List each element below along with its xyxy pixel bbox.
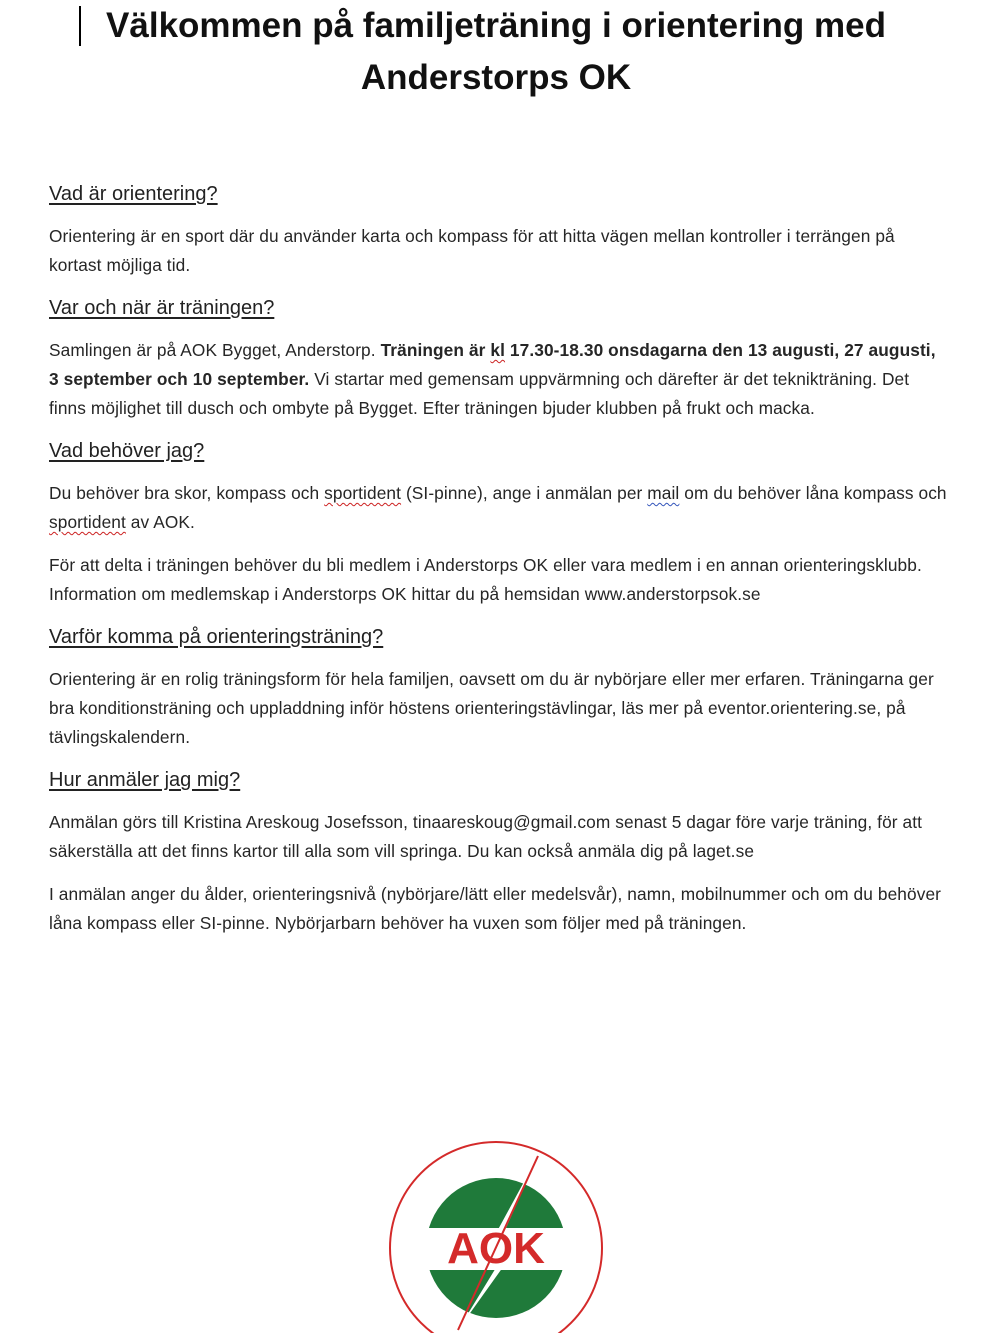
paragraph-need-1: [49, 479, 949, 537]
paragraph-why: Orientering är en rolig träningsform för hela familjen, oavsett om du är nybörjare eller mer erfaren. Träningarna ger bra konditionsträning och uppladdning inför höstens orienteringstävlingar, läs mer på eventor.orientering.se, på tävlingskalendern.: [49, 669, 934, 747]
need-text-a: Du behöver bra skor, kompass och: [49, 483, 325, 503]
where-text-pre: Samlingen är på AOK Bygget, Anderstorp.: [49, 340, 381, 360]
heading-why: Varför komma på orienteringsträning?: [49, 626, 384, 648]
where-text-post: Vi startar med gemensam uppvärmning och därefter är det teknikträning. Det finns möjlighet till dusch och ombyte på Bygget. Efter träningen bjuder klubben på frukt och macka.: [49, 369, 910, 418]
need-text-b: (SI-pinne), ange i anmälan per: [401, 483, 648, 503]
paragraph-signup-2: I anmälan anger du ålder, orienteringsnivå (nybörjare/lätt eller medelsvår), namn, mobilnummer och om du behöver låna kompass eller SI-pinne. Nybörjarbarn behöver ha vuxen som följer med på träningen.: [49, 884, 942, 933]
paragraph-need-2: För att delta i träningen behöver du bli medlem i Anderstorps OK eller vara medlem i en annan orienteringsklubb. Information om medlemskap i Anderstorps OK hittar du på hemsidan www.anderstorpsok.se: [49, 555, 922, 604]
need-text-d: av AOK.: [125, 512, 195, 532]
heading-what: Vad är orientering?: [49, 183, 218, 205]
page-title: [40, 0, 952, 104]
heading-where: Var och när är träningen?: [49, 297, 275, 319]
where-bold-b: 17.30-18.30 onsdagarna den 13 augusti, 27 augusti, 3 september och 10 september.: [49, 340, 936, 389]
logo-text: AOK: [447, 1224, 545, 1273]
document-body: [49, 180, 949, 952]
aok-logo: [388, 1138, 606, 1333]
heading-signup: Hur anmäler jag mig?: [49, 769, 241, 791]
spell-mail: mail: [647, 483, 680, 503]
heading-need: Vad behöver jag?: [49, 440, 205, 462]
title-line-1: Välkommen på familjeträning i orientering med: [106, 6, 886, 45]
where-bold-a: Träningen är: [380, 340, 491, 360]
title-line-2: Anderstorps OK: [360, 58, 632, 97]
paragraph-where: [49, 336, 949, 423]
spell-kl: kl: [490, 340, 506, 360]
spell-sportident-2: sportident: [49, 512, 126, 532]
spell-sportident-1: sportident: [324, 483, 402, 503]
paragraph-what: Orientering är en sport där du använder karta och kompass för att hitta vägen mellan kontroller i terrängen på kortast möjliga tid.: [49, 226, 895, 275]
paragraph-signup-1: Anmälan görs till Kristina Areskoug Josefsson, tinaareskoug@gmail.com senast 5 dagar före varje träning, för att säkerställa att det finns kartor till alla som vill springa. Du kan också anmäla dig på laget.se: [49, 812, 923, 861]
need-text-c: om du behöver låna kompass och: [679, 483, 947, 503]
